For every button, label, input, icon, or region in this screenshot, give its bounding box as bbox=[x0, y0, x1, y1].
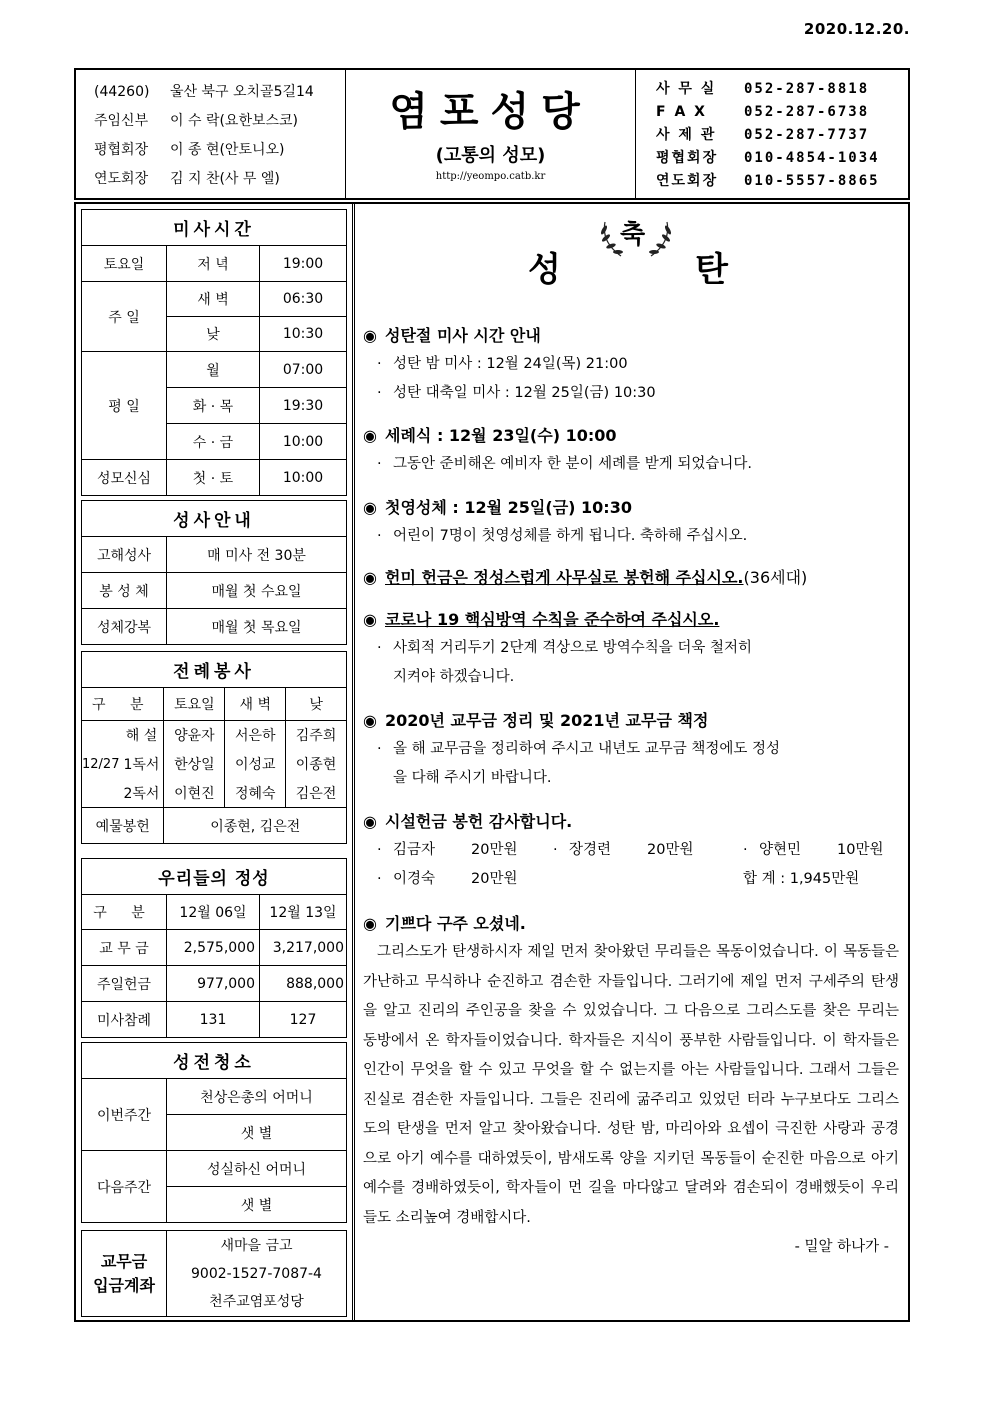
donor-item: · 양현민 10만원 bbox=[743, 842, 884, 858]
bulletin-date: 2020.12.20. bbox=[803, 20, 910, 38]
bullet-icon: ◉ bbox=[363, 914, 377, 933]
section-facility-donation: ◉ 시설헌금 봉헌 감사합니다. · 김금자 20만원 · 장경련 20만원 · 양현민 10만원 · 이경숙 20만원 합 계 : 1,945만원 bbox=[363, 808, 903, 894]
devotion-title: 우리들의 정성 bbox=[82, 859, 347, 895]
donation-total: 합 계 : 1,945만원 bbox=[743, 871, 860, 887]
contact-rectory: 사 제 관 052-287-7737 bbox=[656, 127, 870, 143]
parish-url[interactable]: http://yeompo.catb.kr bbox=[435, 171, 546, 182]
celebration-badge: 축 bbox=[620, 220, 646, 250]
message-signature: - 밀알 하나가 - bbox=[794, 1239, 889, 1255]
column-divider bbox=[352, 204, 355, 1320]
sacrament-title: 성사안내 bbox=[82, 501, 347, 537]
parish-title-block bbox=[346, 70, 636, 198]
donor-item: · 이경숙 20만원 bbox=[377, 871, 518, 887]
bullet-icon: ◉ bbox=[363, 498, 377, 517]
section-christmas-message: ◉ 기쁘다 구주 오셨네. 그리스도가 탄생하시자 제일 먼저 찾아왔던 무리들은 목동이었습니다. 이 목동들은 가난하고 무식하나 순진하고 겸손한 자들입니다. 그러기에 제일 먼저 구세주의 탄생을 알고 진리의 주인공을 찾을 수 있었습니다. 그 다음으로 그리스도를 찾은 무리는 동방에서 온 학자들이었습니다. 학자들은 지식이 풍부한 사람들입니다. 이 학자들은 인간이 무엇을 할 수 있고 무엇을 할 수 없는지를 아는 사람들입니다. 그래서 그들은 진실로 겸손한 자들입니다. 그들은 진리에 굶주리고 있었던 터라 누구보다도 그리스도의 탄생을 먼저 알고 찾아왔습니다. 성탄 밤, 마리아와 요셉이 극진한 사랑과 공경으로 아기 예수를 대하였듯이, 밤새도록 양을 지키던 목동들이 순진한 마음으로 아기 예수를 경배하였듯이, 학자들이 먼 길을 마다않고 달려와 겸손되이 경배했듯이 우리들도 소리높여 경배합시다. - 밀알 하나가 - bbox=[363, 910, 903, 1261]
council-president-row: 평협회장 이 종 현(안토니오) bbox=[94, 142, 285, 158]
parish-info bbox=[76, 70, 346, 198]
section-tithe: ◉ 2020년 교무금 정리 및 2021년 교무금 책정 · 올 해 교무금을 정리하여 주시고 내년도 교무금 책정에도 정성 을 다해 주시기 바랍니다. bbox=[363, 707, 903, 793]
account-label: 교무금 입금계좌 bbox=[82, 1231, 167, 1317]
liturgy-title: 전례봉사 bbox=[82, 652, 347, 688]
section-first-communion: ◉ 첫영성체 : 12월 25일(금) 10:30 · 어린이 7명이 첫영성체를 하게 됩니다. 축하해 주십시오. bbox=[363, 494, 903, 551]
parish-subtitle: (고통의 성모) bbox=[435, 145, 546, 166]
mass-times-title: 미사시간 bbox=[82, 210, 347, 246]
bullet-icon: ◉ bbox=[363, 711, 377, 730]
cleaning-table: 성전청소 이번주간 천상은총의 어머니 샛 별 다음주간 성실하신 어머니 샛 별 bbox=[81, 1042, 347, 1223]
yeondo-president-row: 연도회장 김 지 찬(사 무 엘) bbox=[94, 171, 280, 187]
bullet-icon: ◉ bbox=[363, 426, 377, 445]
section-rice-offering: ◉ 헌미 헌금은 정성스럽게 사무실로 봉헌해 주십시오.(36세대) bbox=[363, 564, 903, 592]
mass-times-table: 미사시간 토요일 저 녁 19:00 주 일 새 벽 06:30 낮 10:30 평 일 월 07:00 화 · 목 19:30 수 · 금 10:00 성모신심 첫 · 토 10:00 bbox=[81, 209, 347, 496]
contact-office: 사 무 실 052-287-8818 bbox=[656, 81, 870, 97]
contact-yeondo: 연도회장 010-5557-8865 bbox=[656, 173, 880, 189]
devotion-table: 우리들의 정성 구 분 12월 06일 12월 13일 교 무 금 2,575,000 3,217,000 주일헌금 977,000 888,000 미사참례 131 127 bbox=[81, 858, 347, 1038]
christmas-title: 성 탄 bbox=[528, 250, 728, 290]
contacts bbox=[636, 70, 908, 198]
pastor-row: 주임신부 이 수 락(요한보스코) bbox=[94, 113, 299, 129]
cleaning-title: 성전청소 bbox=[82, 1043, 347, 1079]
liturgy-table: 전례봉사 구 분 토요일 새 벽 낮 12/27 해 설 양윤자 서은하 김주희 1독서 한상일 이성교 이종현 2독서 이현진 정혜숙 김은전 예물봉헌 이종현, 김은전 bbox=[81, 651, 347, 844]
bullet-icon: ◉ bbox=[363, 812, 377, 831]
contact-fax: F A X 052-287-6738 bbox=[656, 104, 870, 120]
account-table bbox=[81, 1230, 347, 1317]
bullet-icon: ◉ bbox=[363, 568, 377, 587]
section-baptism: ◉ 세례식 : 12월 23일(수) 10:00 · 그동안 준비해온 예비자 한 분이 세례를 받게 되었습니다. bbox=[363, 422, 903, 479]
main-frame bbox=[74, 202, 910, 1322]
contact-council: 평협회장 010-4854-1034 bbox=[656, 150, 880, 166]
bulletin-header bbox=[74, 68, 910, 200]
address-row: (44260) 울산 북구 오치골5길14 bbox=[94, 84, 314, 100]
sacrament-table: 성사안내 고해성사 매 미사 전 30분 봉 성 체 매월 첫 수요일 성체강복 매월 첫 목요일 bbox=[81, 500, 347, 645]
message-body: 그리스도가 탄생하시자 제일 먼저 찾아왔던 무리들은 목동이었습니다. 이 목동들은 가난하고 무식하나 순진하고 겸손한 자들입니다. 그러기에 제일 먼저 구세주의 탄생을 알고 진리의 주인공을 찾을 수 있었습니다. 그 다음으로 그리스도를 찾은 무리는 동방에서 온 학자들이었습니다. 학자들은 지식이 풍부한 사람들입니다. 이 학자들은 인간이 무엇을 할 수 있고 무엇을 할 수 없는지를 아는 사람들입니다. 그래서 그들은 진실로 겸손한 자들입니다. 그들은 진리에 굶주리고 있었던 터라 누구보다도 그리스도의 탄생을 먼저 알고 찾아왔습니다. 성탄 밤, 마리아와 요셉이 극진한 사랑과 공경으로 아기 예수를 대하였듯이, 밤새도록 양을 지키던 목동들이 순진한 마음으로 아기 예수를 경배하였듯이, 학자들이 먼 길을 마다않고 달려와 겸손되이 경배했듯이 우리들도 소리높여 경배합시다. bbox=[363, 944, 899, 1226]
donor-item: · 김금자 20만원 bbox=[377, 842, 518, 858]
section-christmas-mass: ◉ 성탄절 미사 시간 안내 · 성탄 밤 미사 : 12월 24일(목) 21:00 · 성탄 대축일 미사 : 12월 25일(금) 10:30 bbox=[363, 322, 903, 408]
donor-item: · 장경련 20만원 bbox=[553, 842, 694, 858]
bullet-icon: ◉ bbox=[363, 610, 377, 629]
liturgy-date: 12/27 bbox=[82, 721, 120, 808]
section-covid: ◉ 코로나 19 핵심방역 수칙을 준수하여 주십시오. · 사회적 거리두기 2단계 격상으로 방역수칙을 더욱 철저히 지켜야 하겠습니다. bbox=[363, 606, 903, 692]
parish-title: 염포성당 bbox=[389, 89, 592, 135]
bullet-icon: ◉ bbox=[363, 326, 377, 345]
account-info: 새마을 금고 9002-1527-7087-4 천주교염포성당 bbox=[167, 1231, 347, 1317]
